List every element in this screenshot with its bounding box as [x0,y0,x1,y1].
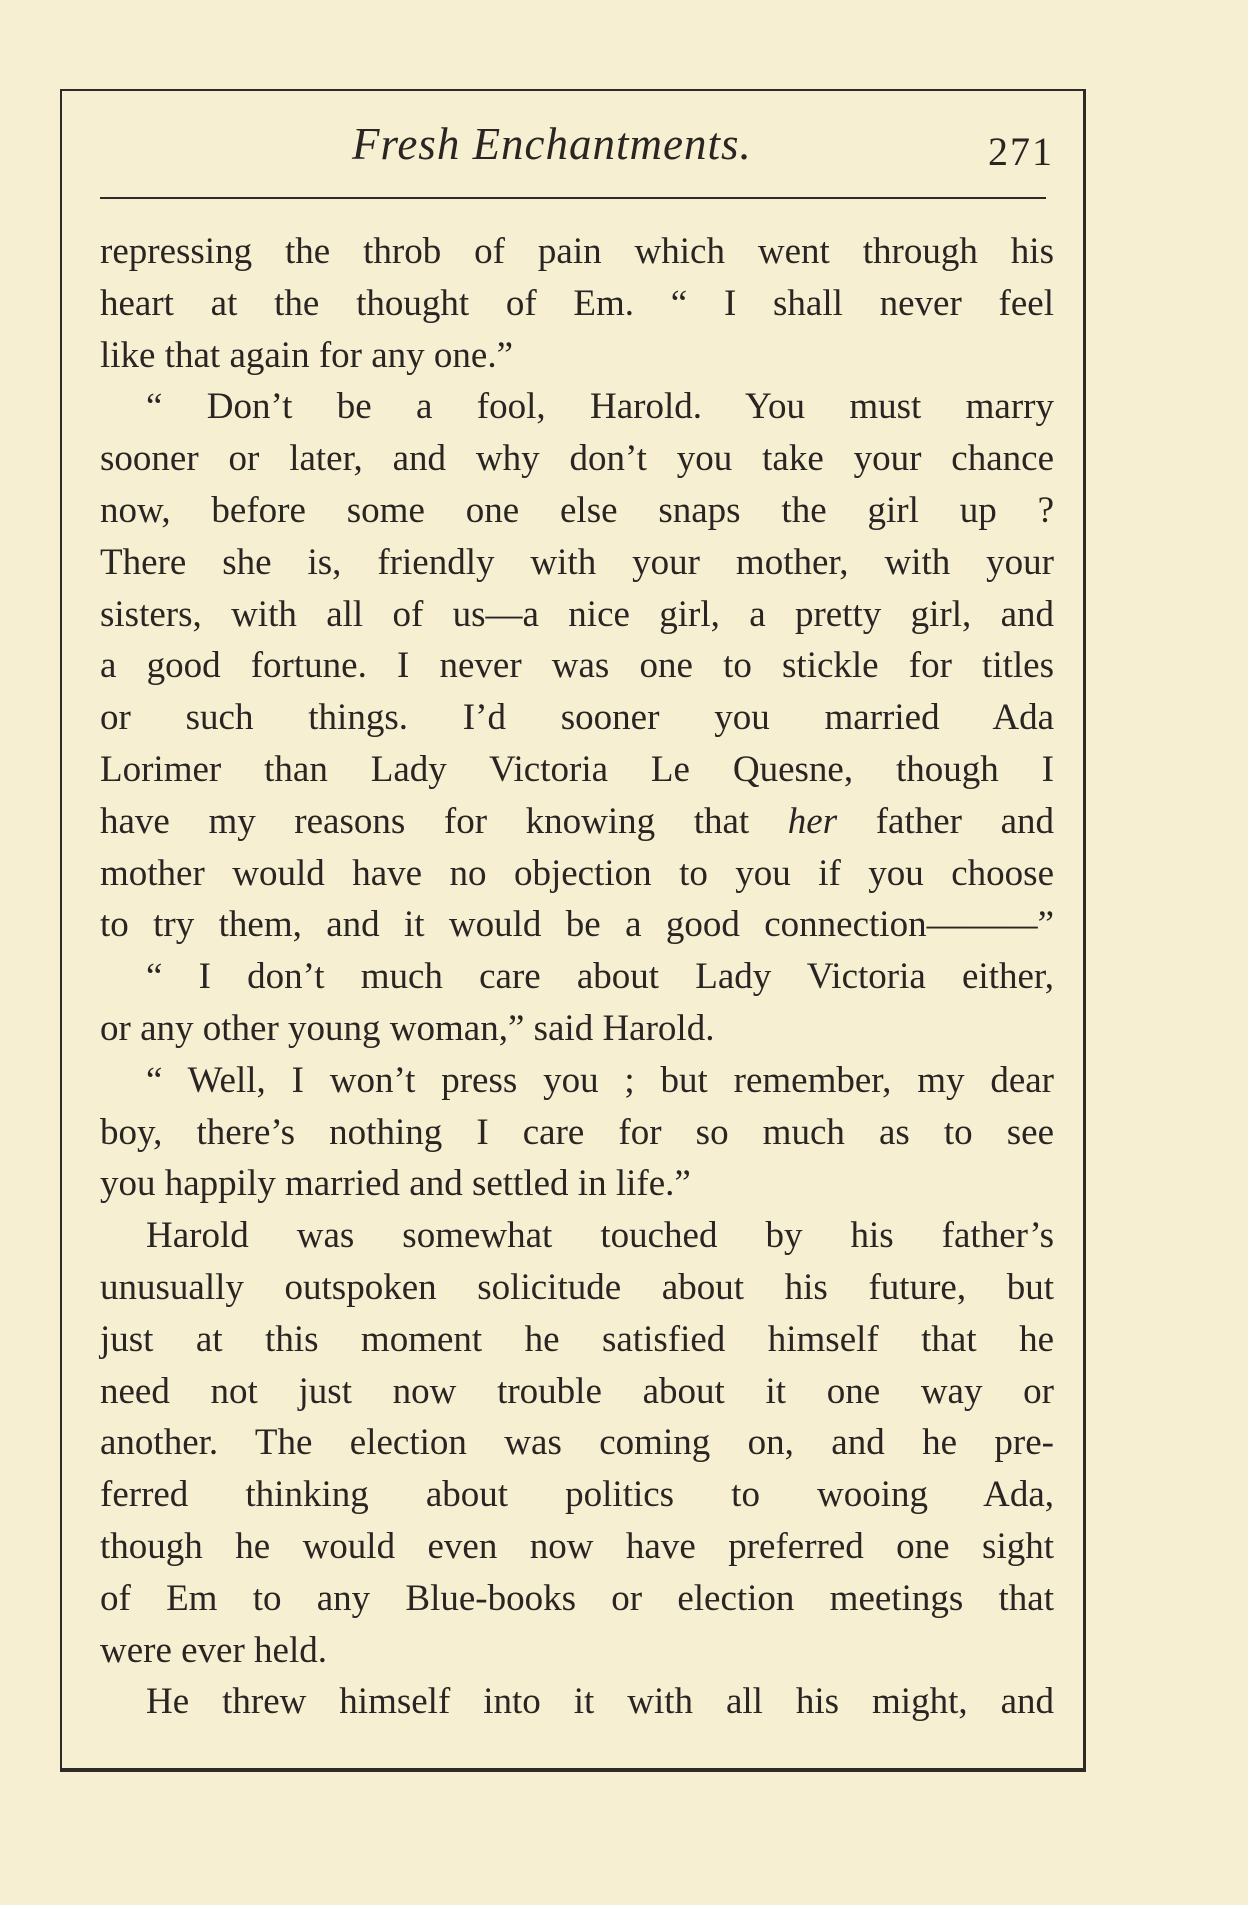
running-head [0,118,1248,178]
text-line: repressing the throb of pain which went through his [100,231,1054,272]
text-line: just at this moment he satisfied himself that he [100,1318,1054,1360]
text-line: “ I don’t much care about Lady Victoria either, [146,956,1054,998]
header-rule [100,197,1046,199]
text-line: need not just now trouble about it one way or [100,1370,1054,1412]
text-line: “ Well, I won’t press you ; but remember, my dear [146,1059,1054,1101]
text-line: unusually outspoken solicitude about his future, but [100,1266,1054,1308]
text-line: Harold was somewhat touched by his father’s [146,1215,1054,1257]
text-line: Lorimer than Lady Victoria Le Quesne, though I [100,748,1054,790]
page-number: 271 [988,129,1054,174]
body-text [100,226,1054,1728]
text-line: He threw himself into it with all his might, and [146,1681,1054,1723]
text-line: you happily married and settled in life.” [100,1163,691,1205]
text-line: though he would even now have preferred one sight [100,1525,1054,1567]
text-line: mother would have no objection to you if you choose [100,852,1054,894]
text-segment: have my reasons for knowing that [100,800,788,842]
text-line: to try them, and it would be a good connection———” [100,904,1054,946]
text-line: were ever held. [100,1629,328,1671]
text-line: sisters, with all of us—a nice girl, a pretty girl, and [100,593,1054,635]
text-line: like that again for any one.” [100,334,513,376]
text-line [100,796,1054,848]
text-line: now, before some one else snaps the girl up ? [100,489,1054,531]
text-line: or any other young woman,” said Harold. [100,1007,715,1049]
running-head-title: Fresh Enchantments. [352,119,752,169]
emphasized-word: her [787,800,838,842]
text-line: a good fortune. I never was one to stickle for titles [100,645,1054,687]
text-line: or such things. I’d sooner you married Ada [100,697,1054,739]
text-line: another. The election was coming on, and he pre- [100,1422,1054,1464]
text-line: “ Don’t be a fool, Harold. You must marry [146,386,1054,428]
text-line: of Em to any Blue-books or election meetings that [100,1577,1054,1619]
text-segment: father and [837,800,1054,842]
text-line: boy, there’s nothing I care for so much as to see [100,1111,1054,1153]
text-line: There she is, friendly with your mother, with your [100,541,1054,583]
text-line: ferred thinking about politics to wooing Ada, [100,1474,1054,1516]
text-line: sooner or later, and why don’t you take your chance [100,438,1054,480]
text-line: heart at the thought of Em. “ I shall never feel [100,282,1054,324]
